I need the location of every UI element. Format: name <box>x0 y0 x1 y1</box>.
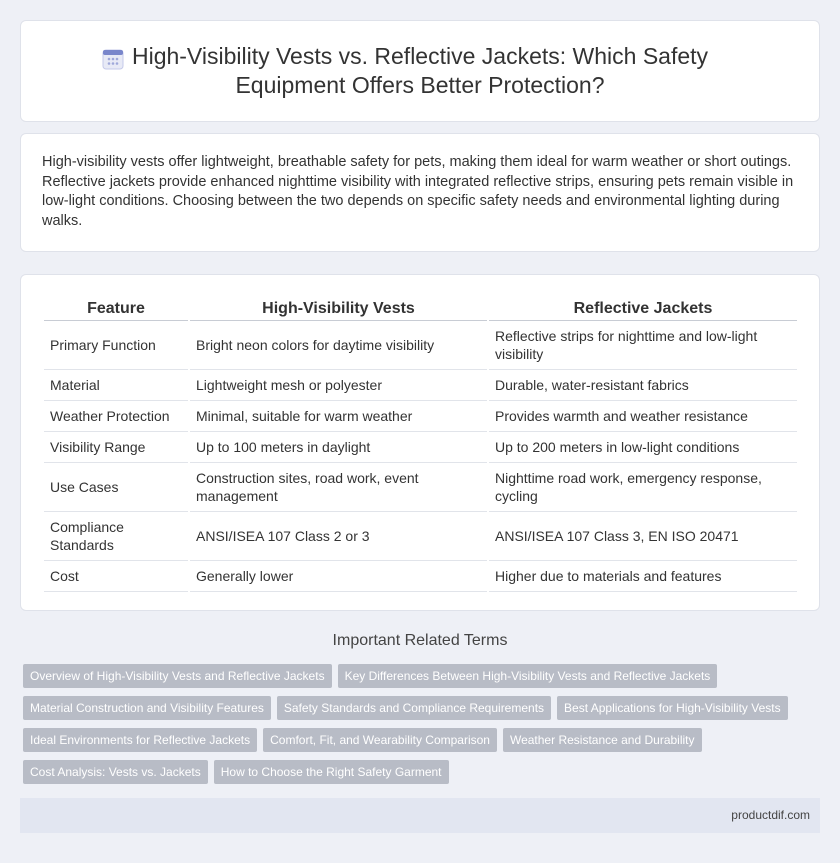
table-cell: Bright neon colors for daytime visibility <box>190 321 487 370</box>
table-cell: Material <box>44 370 188 401</box>
header-card <box>20 20 820 122</box>
table-cell: Weather Protection <box>44 401 188 432</box>
related-tag[interactable]: Material Construction and Visibility Features <box>23 696 271 720</box>
column-header: High-Visibility Vests <box>190 293 487 321</box>
footer-site-link[interactable]: productdif.com <box>731 808 810 822</box>
related-tag[interactable]: Ideal Environments for Reflective Jackets <box>23 728 257 752</box>
related-tag[interactable]: Overview of High-Visibility Vests and Reflective Jackets <box>23 664 332 688</box>
intro-paragraph: High-visibility vests offer lightweight, breathable safety for pets, making them ideal for warm weather or short outings. Reflective jackets provide enhanced nighttime visibility with integrated reflective strips, ensuring pets remain visible in low-light conditions. Choosing between the two depends on specific safety needs and environmental lighting during walks. <box>42 154 794 229</box>
related-tag[interactable]: Best Applications for High-Visibility Vests <box>557 696 788 720</box>
table-cell: Nighttime road work, emergency response, cycling <box>489 463 797 512</box>
page-title: High-Visibility Vests vs. Reflective Jackets: Which Safety Equipment Offers Better Protection? <box>131 43 709 98</box>
table-cell: ANSI/ISEA 107 Class 3, EN ISO 20471 <box>489 512 797 561</box>
tag-row <box>23 760 455 784</box>
table-cell: Up to 100 meters in daylight <box>190 432 487 463</box>
table-cell: Cost <box>44 561 188 592</box>
table-cell: Higher due to materials and features <box>489 561 797 592</box>
related-tag[interactable]: Cost Analysis: Vests vs. Jackets <box>23 760 208 784</box>
table-cell: Primary Function <box>44 321 188 370</box>
footer <box>20 798 820 833</box>
tag-row <box>23 696 794 720</box>
table-row <box>44 463 797 512</box>
table-cell: Lightweight mesh or polyester <box>190 370 487 401</box>
table-cell: Visibility Range <box>44 432 188 463</box>
tag-row <box>23 664 723 688</box>
column-header: Reflective Jackets <box>489 293 797 321</box>
table-cell: Provides warmth and weather resistance <box>489 401 797 432</box>
comparison-card <box>20 274 820 611</box>
table-cell: Up to 200 meters in low-light conditions <box>489 432 797 463</box>
related-tag[interactable]: How to Choose the Right Safety Garment <box>214 760 449 784</box>
table-row <box>44 321 797 370</box>
related-terms-title: Important Related Terms <box>332 632 508 649</box>
table-cell: Compliance Standards <box>44 512 188 561</box>
table-cell: ANSI/ISEA 107 Class 2 or 3 <box>190 512 487 561</box>
column-header: Feature <box>44 293 188 321</box>
table-row <box>44 370 797 401</box>
related-tag[interactable]: Key Differences Between High-Visibility Vests and Reflective Jackets <box>338 664 718 688</box>
comparison-table <box>42 293 799 592</box>
table-row <box>44 432 797 463</box>
related-tag[interactable]: Safety Standards and Compliance Requirements <box>277 696 551 720</box>
table-cell: Use Cases <box>44 463 188 512</box>
related-tag[interactable]: Weather Resistance and Durability <box>503 728 702 752</box>
intro-card <box>20 133 820 252</box>
tag-row <box>23 728 708 752</box>
table-cell: Durable, water-resistant fabrics <box>489 370 797 401</box>
table-cell: Generally lower <box>190 561 487 592</box>
related-tag[interactable]: Comfort, Fit, and Wearability Comparison <box>263 728 497 752</box>
table-cell: Minimal, suitable for warm weather <box>190 401 487 432</box>
table-row <box>44 401 797 432</box>
table-header-row <box>44 293 797 321</box>
table-cell: Reflective strips for nighttime and low-light visibility <box>489 321 797 370</box>
table-row <box>44 561 797 592</box>
table-cell: Construction sites, road work, event management <box>190 463 487 512</box>
table-row <box>44 512 797 561</box>
